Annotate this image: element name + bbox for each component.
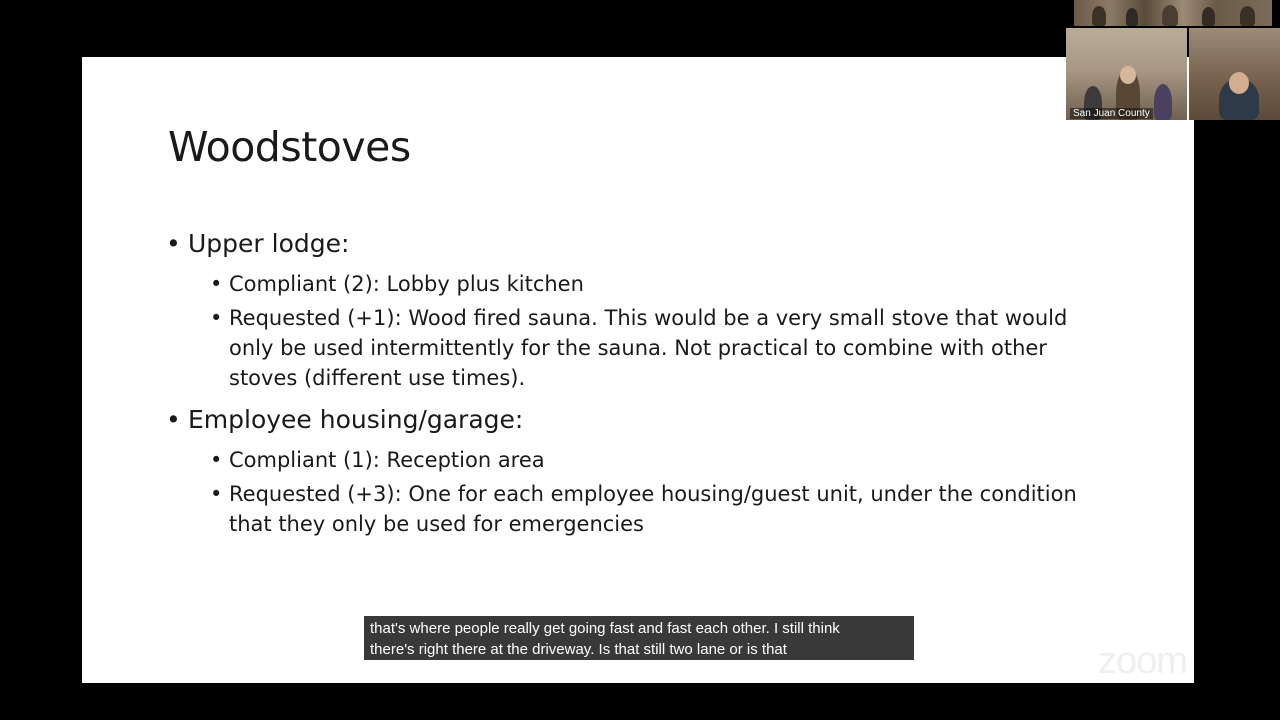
sub-bullet-text: Requested (+3): One for each employee housing/guest unit, under the condition that they only be used for emergencies — [229, 482, 1077, 536]
participant-name-label: San Juan County — [1070, 108, 1153, 119]
bullet-upper-lodge — [166, 227, 1106, 261]
sub-bullet-text: Compliant (1): Reception area — [229, 448, 545, 472]
sub-bullet-requested — [166, 479, 1106, 539]
sub-bullet-text: Requested (+1): Wood fired sauna. This would be a very small stove that would only be used intermittently for the sauna. Not practical to combine with other stoves (different use times). — [229, 306, 1068, 390]
bullet-icon: • — [210, 448, 223, 472]
shared-slide — [82, 57, 1194, 683]
caption-line: there's right there at the driveway. Is that still two lane or is that — [370, 641, 787, 658]
sub-bullet-requested — [166, 303, 1106, 393]
participant-video-tile[interactable] — [1066, 28, 1187, 120]
slide-bullet-list — [166, 227, 1106, 539]
sub-bullet-text: Compliant (2): Lobby plus kitchen — [229, 272, 584, 296]
participant-video-tile[interactable] — [1189, 28, 1280, 120]
participant-video-strip[interactable] — [1074, 0, 1272, 26]
closed-caption — [364, 616, 914, 660]
bullet-employee-housing — [166, 403, 1106, 437]
bullet-text: Upper lodge: — [188, 229, 350, 258]
bullet-icon: • — [210, 272, 223, 296]
zoom-watermark: zoom — [1098, 640, 1187, 682]
caption-line: that's where people really get going fast and fast each other. I still think — [370, 620, 840, 637]
bullet-icon: • — [166, 405, 181, 434]
bullet-icon: • — [210, 482, 223, 506]
bullet-icon: • — [210, 306, 223, 330]
sub-bullet-compliant — [166, 445, 1106, 475]
sub-bullet-compliant — [166, 269, 1106, 299]
slide-title: Woodstoves — [168, 123, 411, 171]
bullet-icon: • — [166, 229, 181, 258]
bullet-text: Employee housing/garage: — [188, 405, 524, 434]
